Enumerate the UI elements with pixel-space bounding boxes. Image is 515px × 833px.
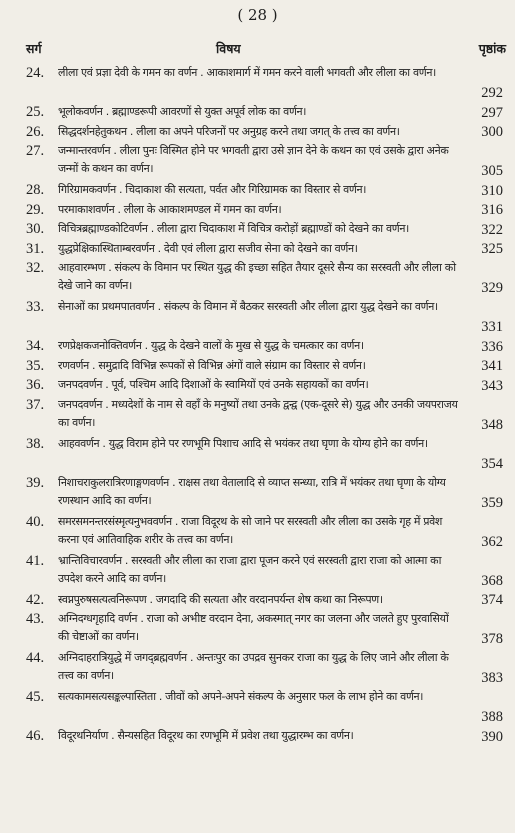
- contents-list: [0, 64, 515, 747]
- entry-page: 329: [481, 280, 503, 296]
- contents-entry: [0, 610, 515, 649]
- entry-number: 41.: [26, 552, 45, 569]
- entry-text: सत्यकामसत्यसङ्कल्पास्तिता . जीवों को अपने-अपने संकल्प के अनुसार फल के लाभ होने का वर्णन।: [58, 690, 424, 703]
- entry-number: 25.: [26, 104, 45, 120]
- entry-page: 331: [481, 319, 503, 335]
- header-page: पृष्ठांक: [478, 41, 506, 56]
- entry-page: 343: [481, 377, 503, 394]
- header-vishay: विषय: [216, 41, 241, 56]
- entry-text: जनपदवर्णन . पूर्व, पश्चिम आदि दिशाओं के स्वामियों एवं उनके सहायकों का वर्णन।: [58, 378, 369, 391]
- entry-number: 36.: [26, 377, 45, 393]
- entry-page: 378: [481, 631, 503, 647]
- entry-text: विदूरथनिर्याण . सैन्यसहित विदूरथ का रणभूमि में प्रवेश तथा युद्धारम्भ का वर्णन।: [58, 729, 354, 742]
- entry-text: युद्धप्रेक्षिकास्थिताम्बरवर्णन . देवी एवं लीला द्वारा सजीव सेना को देखने का वर्णन।: [58, 241, 358, 255]
- contents-entry: [0, 357, 515, 377]
- entry-text: रणप्रेक्षकजनोक्तिवर्णन . युद्ध के देखने वालों के मुख से युद्ध के चमत्कार का वर्णन।: [58, 339, 364, 352]
- entry-number: 40.: [26, 513, 45, 530]
- contents-entry: [0, 64, 515, 103]
- contents-entry: [0, 201, 515, 221]
- entry-page: 316: [481, 202, 503, 218]
- entry-number: 35.: [26, 357, 45, 374]
- contents-entry: [0, 103, 515, 123]
- entry-page: 325: [481, 241, 503, 257]
- entry-number: 38.: [26, 435, 45, 452]
- entry-number: 31.: [26, 240, 45, 257]
- entry-text: भ्रान्तिविचारवर्णन . सरस्वती और लीला का राजा द्वारा पूजन करने एवं सरस्वती द्वारा राजा को आत्मा का उपदेश करने आदि का वर्णन।: [58, 553, 442, 585]
- entry-text: समरसमनन्तरसंस्मृत्यनुभववर्णन . राजा विदूरथ के सो जाने पर सरस्वती और लीला का उसके गृह में प्रवेश करना एवं आतिवाहिक शरीर के तत्त्व का वर्णन।: [58, 514, 443, 546]
- entry-number: 33.: [26, 299, 45, 315]
- entry-page: 310: [481, 182, 503, 199]
- entry-text: निशाचराकुलरात्रिरणाङ्गणवर्णन . राक्षस तथा वेतालादि से व्याप्त सन्ध्या, रात्रि में भयंकर तथा घृणा के योग्य रणस्थान आदि का वर्णन।: [58, 475, 446, 507]
- contents-entry: [0, 259, 515, 298]
- entry-number: 46.: [26, 728, 45, 744]
- entry-number: 30.: [26, 221, 45, 237]
- contents-entry: [0, 337, 515, 357]
- entry-text: परमाकाशवर्णन . लीला के आकाशमण्डल में गमन का वर्णन।: [58, 202, 282, 216]
- contents-entry: [0, 123, 515, 143]
- entry-number: 42.: [26, 591, 45, 608]
- entry-text: आहववर्णन . युद्ध विराम होने पर रणभूमि पिशाच आदि से भयंकर तथा घृणा के योग्य होने का वर्णन।: [58, 436, 428, 450]
- table-header: [26, 40, 506, 60]
- entry-page: 362: [481, 533, 503, 550]
- entry-text: स्वप्नपुरुषसत्यत्वनिरूपण . जगदादि की सत्यता और वरदानपर्यन्त शेष कथा का निरूपण।: [58, 592, 383, 606]
- contents-entry: [0, 513, 515, 552]
- entry-page: 292: [481, 85, 503, 101]
- entry-page: 354: [481, 455, 503, 472]
- entry-number: 28.: [26, 182, 45, 198]
- entry-text: भूलोकवर्णन . ब्रह्माण्डरूपी आवरणों से युक्त अपूर्व लोक का वर्णन।: [58, 105, 307, 118]
- entry-page: 341: [481, 358, 503, 374]
- entry-page: 300: [481, 124, 503, 140]
- entry-number: 43.: [26, 611, 45, 627]
- entry-page: 336: [481, 338, 503, 355]
- entry-text: अग्निदाहरात्रियुद्धे में जगद्ब्रह्मवर्णन . अन्तःपुर का उपद्रव सुनकर राजा का युद्ध के लिए जाने और लीला के तत्त्व का वर्णन।: [58, 651, 449, 682]
- entry-text: सेनाओं का प्रथमपातवर्णन . संकल्प के विमान में बैठकर सरस्वती और लीला द्वारा युद्ध देखने का वर्णन।: [58, 300, 438, 313]
- entry-text: अग्निदग्धगृहादि वर्णन . राजा को अभीष्ट वरदान देना, अकस्मात् नगर का जलना और जलते हुए पुरवासियों की चेष्टाओं का वर्णन।: [58, 612, 449, 643]
- contents-entry: [0, 220, 515, 240]
- contents-entry: [0, 552, 515, 591]
- entry-text: लीला एवं प्रज्ञा देवी के गमन का वर्णन . आकाशमार्ग में गमन करने वाली भगवती और लीला का वर्णन।: [58, 66, 436, 79]
- entry-number: 44.: [26, 650, 45, 666]
- contents-entry: [0, 591, 515, 611]
- page-number: ( 28 ): [237, 6, 278, 24]
- contents-entry: [0, 396, 515, 435]
- contents-entry: [0, 298, 515, 337]
- contents-entry: [0, 727, 515, 747]
- entry-page: 388: [481, 709, 503, 725]
- entry-number: 45.: [26, 689, 45, 705]
- entry-number: 32.: [26, 260, 45, 276]
- entry-number: 39.: [26, 474, 45, 491]
- entry-page: 359: [481, 494, 503, 511]
- contents-entry: [0, 142, 515, 181]
- entry-text: आहवारम्भण . संकल्प के विमान पर स्थित युद्ध की इच्छा सहित तैयार दूसरे सैन्य का सरस्वती और लीला को देखे जाने का वर्णन।: [58, 261, 456, 292]
- entry-page: 383: [481, 670, 503, 686]
- entry-page: 322: [481, 221, 503, 238]
- entry-page: 368: [481, 572, 503, 589]
- header-sarg: सर्ग: [26, 41, 42, 56]
- entry-number: 34.: [26, 338, 45, 354]
- entry-number: 37.: [26, 396, 45, 413]
- entry-number: 29.: [26, 201, 45, 218]
- contents-entry: [0, 474, 515, 513]
- entry-number: 24.: [26, 65, 45, 81]
- contents-entry: [0, 240, 515, 260]
- contents-entry: [0, 649, 515, 688]
- contents-entry: [0, 435, 515, 474]
- entry-text: जनपदवर्णन . मध्यदेशों के नाम से वहाँ के मनुष्यों तथा उनके द्वन्द्व (एक-दूसरे से) युद्ध और उनकी जयपराजय का वर्णन।: [58, 397, 458, 429]
- entry-page: 374: [481, 592, 503, 608]
- entry-number: 27.: [26, 143, 45, 159]
- entry-text: गिरिग्रामकवर्णन . चिदाकाश की सत्यता, पर्वत और गिरिग्रामक का विस्तार से वर्णन।: [58, 183, 367, 196]
- entry-number: 26.: [26, 123, 45, 140]
- entry-text: विचित्रब्रह्माण्डकोटिवर्णन . लीला द्वारा चिदाकाश में विचित्र करोड़ों ब्रह्माण्डों को देखने का वर्णन।: [58, 222, 409, 235]
- contents-entry: [0, 181, 515, 201]
- contents-entry: [0, 688, 515, 727]
- contents-entry: [0, 376, 515, 396]
- entry-page: 297: [481, 104, 503, 121]
- entry-text: सिद्धदर्शनहेतुकथन . लीला का अपने परिजनों पर अनुग्रह करने तथा जगत् के तत्त्व का वर्णन।: [58, 124, 400, 138]
- entry-text: जन्मान्तरवर्णन . लीला पुनः विस्मित होने पर भगवती द्वारा उसे ज्ञान देने के कथन का एवं उसके द्वारा अनेक जन्मों के कथन का वर्णन।: [58, 144, 449, 175]
- entry-text: रणवर्णन . समुद्रादि विभिन्न रूपकों से विभिन्न अंगों वाले संग्राम का विस्तार से वर्णन।: [58, 358, 366, 372]
- entry-page: 305: [481, 163, 503, 179]
- entry-page: 390: [481, 728, 503, 745]
- entry-page: 348: [481, 416, 503, 433]
